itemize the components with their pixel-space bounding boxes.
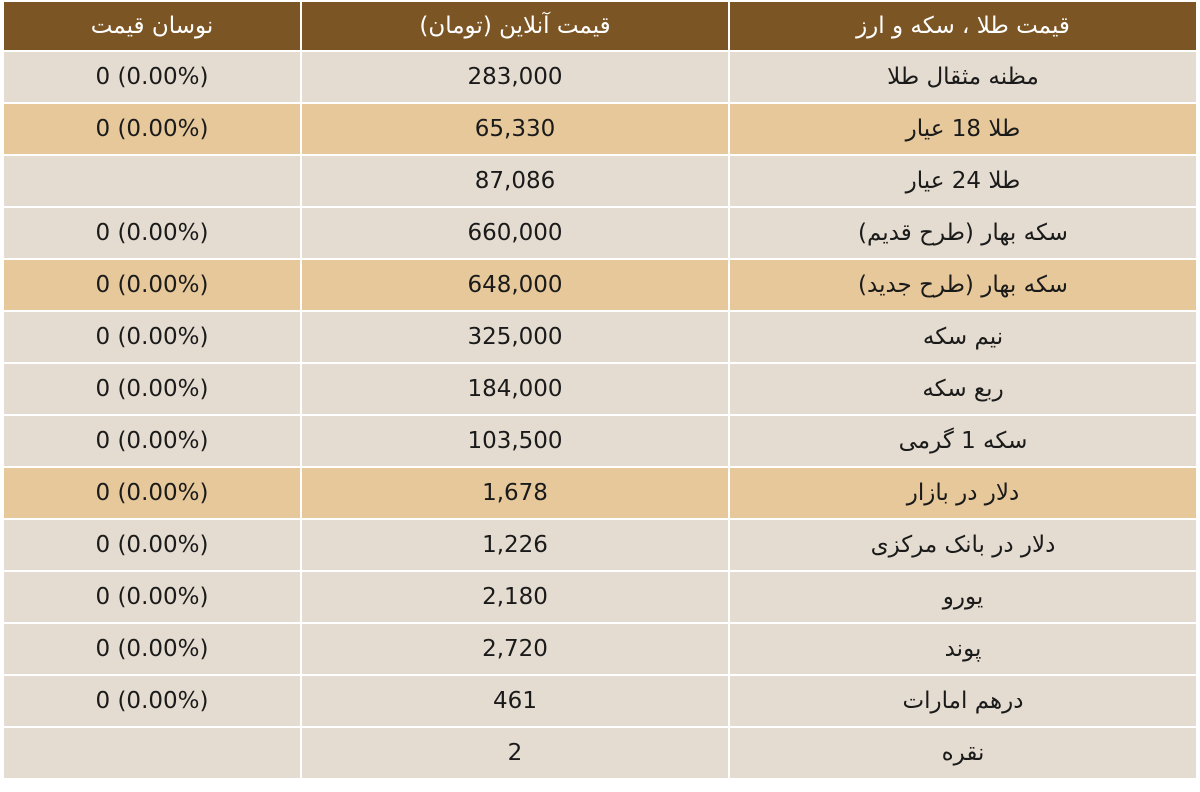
row-change xyxy=(4,52,300,102)
header-name: قیمت طلا ، سکه و ارز xyxy=(730,2,1196,50)
row-name: طلا 24 عیار xyxy=(730,156,1196,206)
row-price xyxy=(302,572,728,622)
table-row xyxy=(4,572,1196,622)
row-price xyxy=(302,624,728,674)
price-value: 2,180 xyxy=(482,584,548,610)
change-value: 0 (0.00%) xyxy=(95,428,209,454)
row-name: درهم امارات xyxy=(730,676,1196,726)
row-name: سکه 1 گرمی xyxy=(730,416,1196,466)
row-price xyxy=(302,312,728,362)
row-price xyxy=(302,468,728,518)
row-price xyxy=(302,52,728,102)
price-value: 648,000 xyxy=(467,272,563,298)
change-value: 0 (0.00%) xyxy=(95,480,209,506)
table-row xyxy=(4,416,1196,466)
table-row xyxy=(4,260,1196,310)
table-row xyxy=(4,520,1196,570)
row-change xyxy=(4,416,300,466)
price-value: 1,678 xyxy=(482,480,548,506)
table-row xyxy=(4,52,1196,102)
row-change xyxy=(4,520,300,570)
table-row xyxy=(4,624,1196,674)
row-price xyxy=(302,728,728,778)
row-change xyxy=(4,676,300,726)
row-change xyxy=(4,156,300,206)
row-change xyxy=(4,728,300,778)
price-value: 325,000 xyxy=(467,324,563,350)
price-value: 2,720 xyxy=(482,636,548,662)
table-header-row xyxy=(4,2,1196,50)
change-value: 0 (0.00%) xyxy=(95,324,209,350)
table-row xyxy=(4,364,1196,414)
row-name: دلار در بازار xyxy=(730,468,1196,518)
row-price xyxy=(302,520,728,570)
table-row xyxy=(4,156,1196,206)
change-value: 0 (0.00%) xyxy=(95,272,209,298)
price-value: 184,000 xyxy=(467,376,563,402)
change-value: 0 (0.00%) xyxy=(95,376,209,402)
row-price xyxy=(302,676,728,726)
price-table xyxy=(2,0,1198,780)
row-name: سکه بهار (طرح قدیم) xyxy=(730,208,1196,258)
change-value: 0 (0.00%) xyxy=(95,116,209,142)
row-name: نیم سکه xyxy=(730,312,1196,362)
row-change xyxy=(4,364,300,414)
row-name: ربع سکه xyxy=(730,364,1196,414)
row-price xyxy=(302,416,728,466)
table-row xyxy=(4,104,1196,154)
price-value: 65,330 xyxy=(474,116,556,142)
price-value: 660,000 xyxy=(467,220,563,246)
change-value: 0 (0.00%) xyxy=(95,584,209,610)
row-name: نقره xyxy=(730,728,1196,778)
row-change xyxy=(4,260,300,310)
price-value: 283,000 xyxy=(467,64,563,90)
row-name: سکه بهار (طرح جدید) xyxy=(730,260,1196,310)
row-change xyxy=(4,208,300,258)
row-name: طلا 18 عیار xyxy=(730,104,1196,154)
row-name: پوند xyxy=(730,624,1196,674)
header-change: نوسان قیمت xyxy=(4,2,300,50)
change-value: 0 (0.00%) xyxy=(95,636,209,662)
table-row xyxy=(4,468,1196,518)
row-name: مظنه مثقال طلا xyxy=(730,52,1196,102)
change-value: 0 (0.00%) xyxy=(95,64,209,90)
table-row xyxy=(4,312,1196,362)
price-value: 2 xyxy=(507,740,523,766)
change-value: 0 (0.00%) xyxy=(95,532,209,558)
row-change xyxy=(4,104,300,154)
row-price xyxy=(302,156,728,206)
row-change xyxy=(4,572,300,622)
row-price xyxy=(302,104,728,154)
price-value: 461 xyxy=(493,688,537,714)
price-value: 103,500 xyxy=(467,428,563,454)
row-price xyxy=(302,260,728,310)
change-value: 0 (0.00%) xyxy=(95,220,209,246)
row-change xyxy=(4,468,300,518)
row-price xyxy=(302,364,728,414)
table-row xyxy=(4,208,1196,258)
row-change xyxy=(4,624,300,674)
table-row xyxy=(4,728,1196,778)
change-value: 0 (0.00%) xyxy=(95,688,209,714)
price-value: 1,226 xyxy=(482,532,548,558)
header-price: قیمت آنلاین (تومان) xyxy=(302,2,728,50)
row-price xyxy=(302,208,728,258)
row-name: دلار در بانک مرکزی xyxy=(730,520,1196,570)
price-value: 87,086 xyxy=(474,168,556,194)
table-row xyxy=(4,676,1196,726)
row-change xyxy=(4,312,300,362)
row-name: یورو xyxy=(730,572,1196,622)
